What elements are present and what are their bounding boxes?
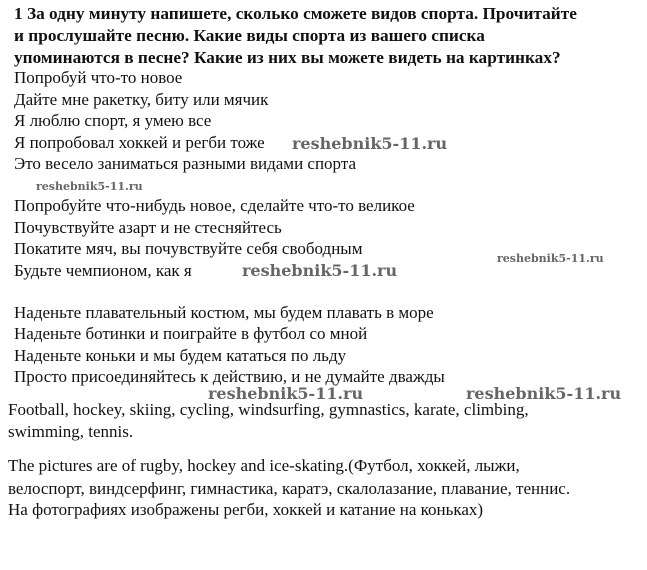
watermark: reshebnik5-11.ru	[497, 252, 604, 265]
song-line: Я попробовал хоккей и регби тоже	[14, 133, 265, 152]
task-title-line: 1 За одну минуту напишете, сколько сможете видов спорта. Прочитайте	[14, 4, 577, 23]
song-line: Попробуйте что-нибудь новое, сделайте что-то великое	[14, 196, 415, 215]
song-line: Я люблю спорт, я умею все	[14, 111, 212, 130]
task-title-line: упоминаются в песне? Какие из них вы можете видеть на картинках?	[14, 48, 561, 67]
watermark: reshebnik5-11.ru	[466, 384, 622, 403]
song-line: Это весело заниматься разными видами спорта	[14, 154, 357, 173]
song-line: Просто присоединяйтесь к действию, и не думайте дважды	[14, 367, 445, 386]
song-line: Покатите мяч, вы почувствуйте себя свободным	[14, 239, 363, 258]
song-line: Будьте чемпионом, как я	[14, 261, 192, 280]
answer-line: swimming, tennis.	[8, 422, 134, 441]
watermark: reshebnik5-11.ru	[208, 384, 364, 403]
watermark: reshebnik5-11.ru	[242, 261, 398, 280]
answer-line: Football, hockey, skiing, cycling, windsurfing, gymnastics, karate, climbing,	[8, 400, 529, 419]
task-title-line: и прослушайте песню. Какие виды спорта из вашего списка	[14, 26, 485, 45]
song-line: Дайте мне ракетку, биту или мячик	[14, 90, 269, 109]
song-line: Почувствуйте азарт и не стесняйтесь	[14, 218, 282, 237]
answer-line: велоспорт, виндсерфинг, гимнастика, каратэ, скалолазание, плавание, теннис.	[8, 479, 571, 498]
song-line: Наденьте коньки и мы будем кататься по льду	[14, 346, 347, 365]
watermark: reshebnik5-11.ru	[36, 180, 143, 193]
answer-line: На фотографиях изображены регби, хоккей и катание на коньках)	[8, 500, 484, 519]
answer-line: The pictures are of rugby, hockey and ice-skating.(Футбол, хоккей, лыжи,	[8, 456, 520, 475]
song-line: Наденьте ботинки и поиграйте в футбол со мной	[14, 324, 368, 343]
song-line: Наденьте плавательный костюм, мы будем плавать в море	[14, 303, 434, 322]
watermark: reshebnik5-11.ru	[292, 134, 448, 153]
song-line: Попробуй что-то новое	[14, 68, 183, 87]
